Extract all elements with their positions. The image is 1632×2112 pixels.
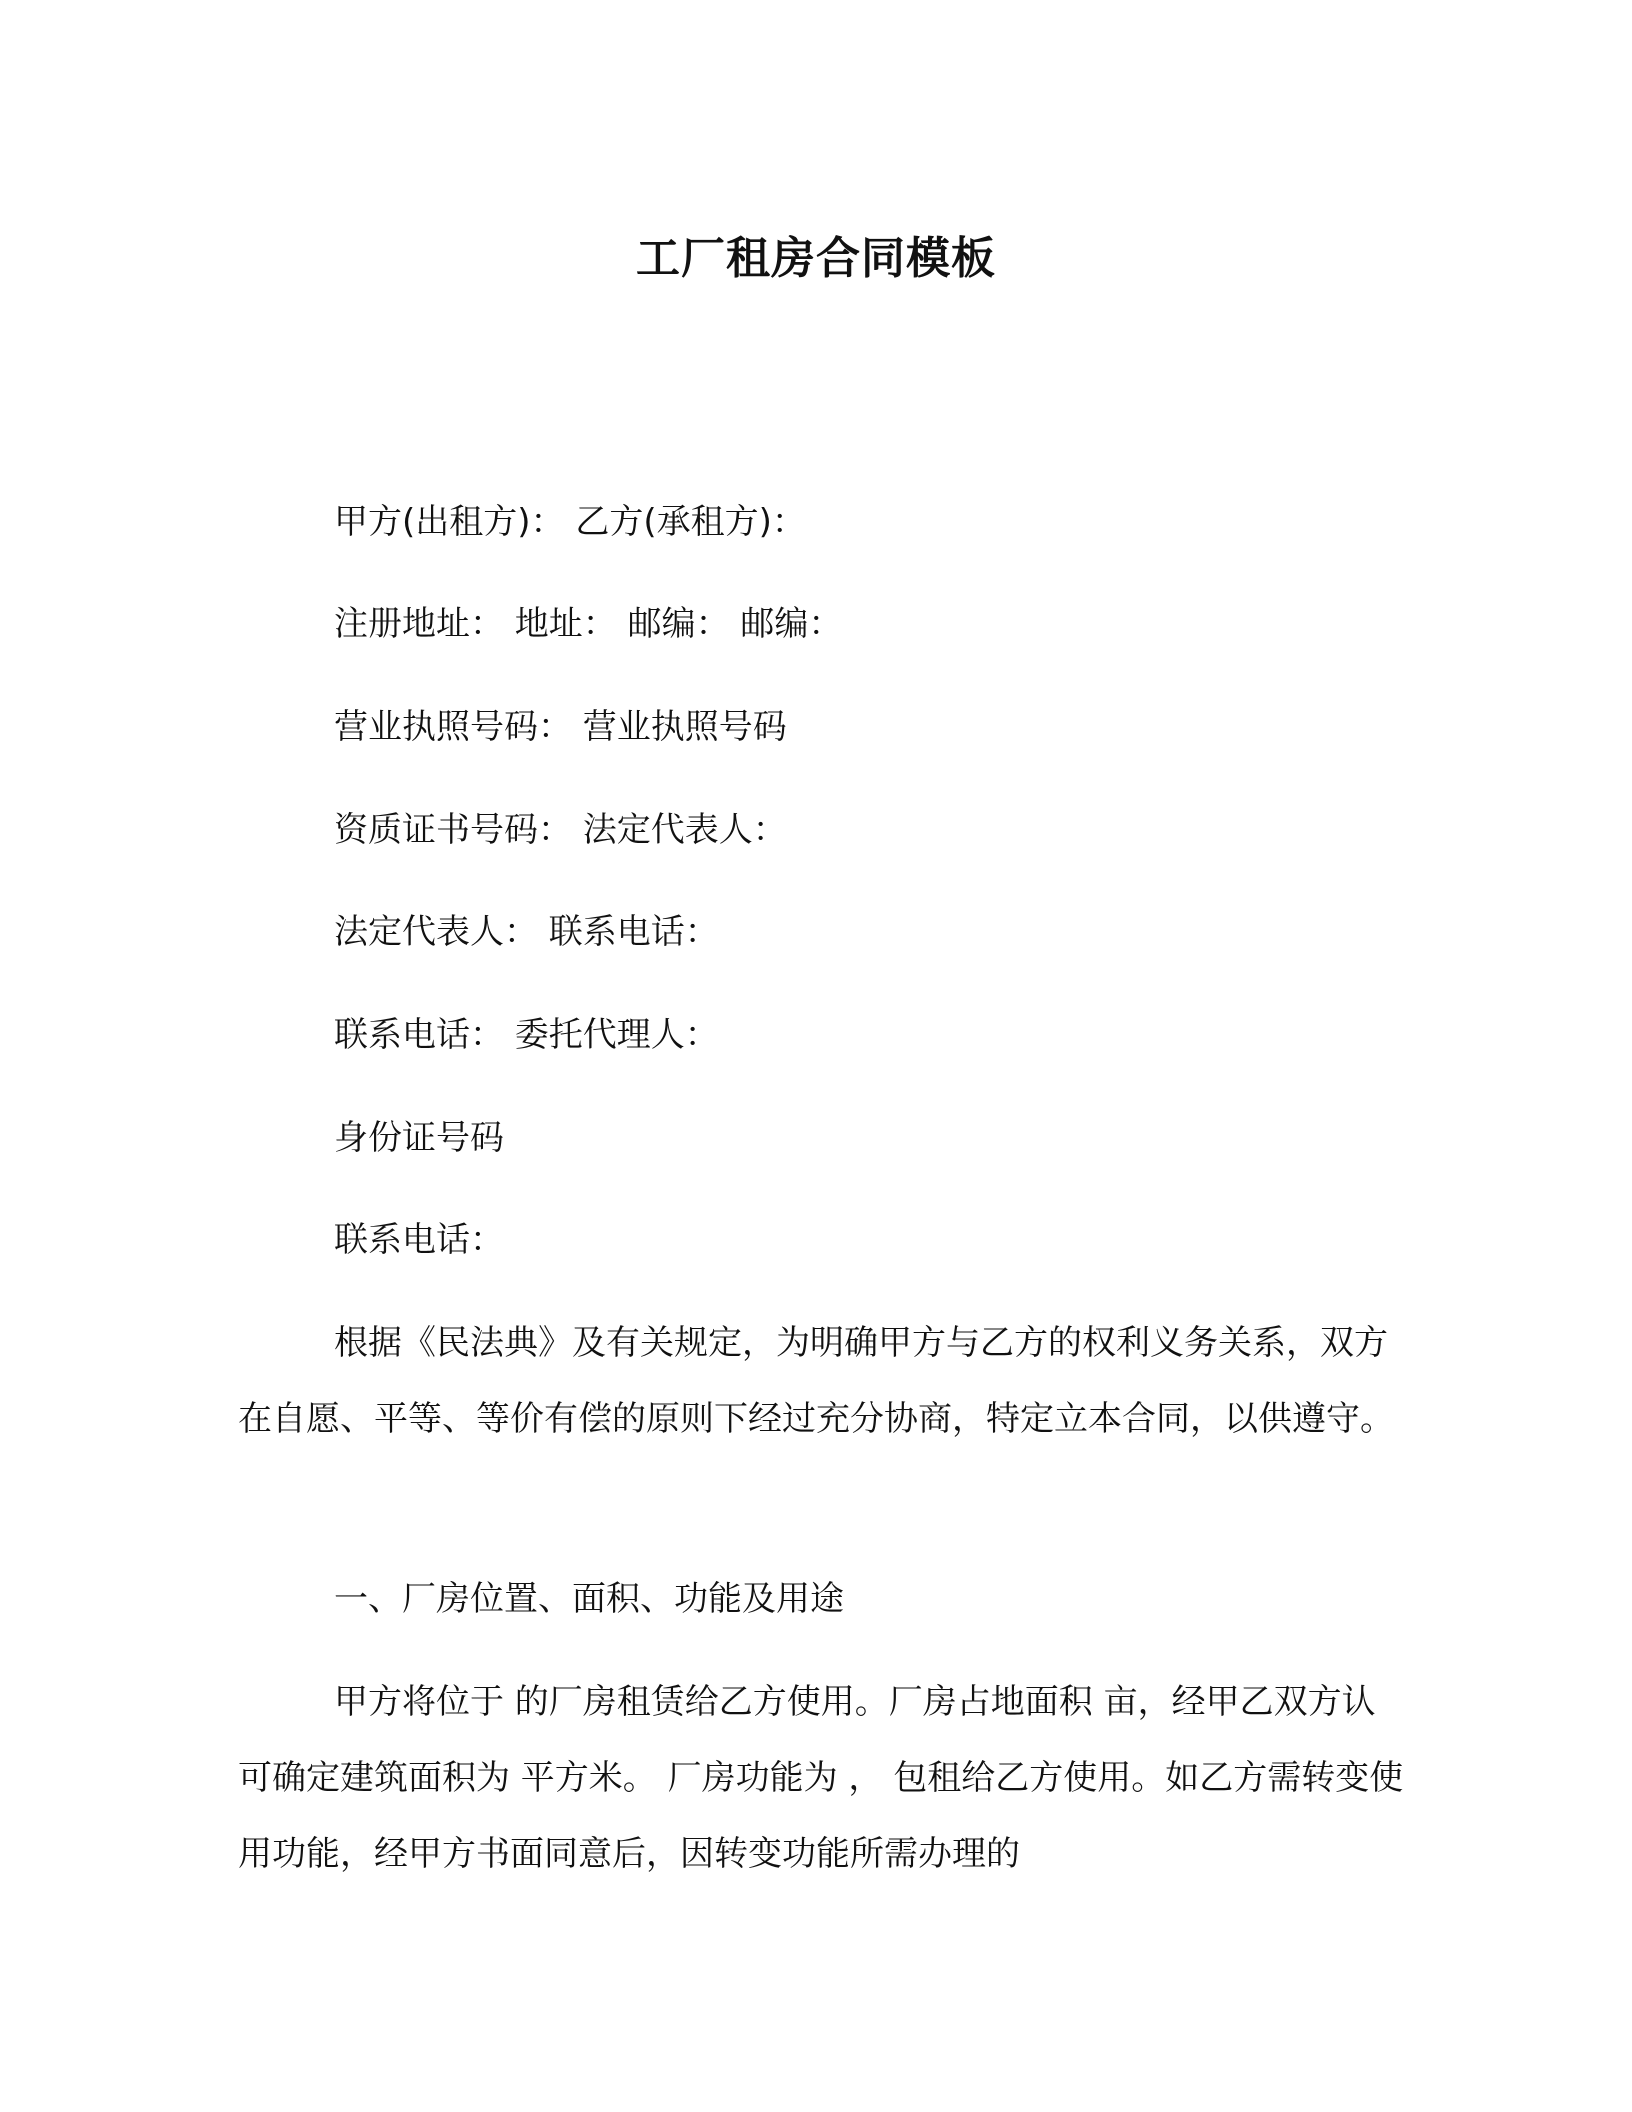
section-1-body: 甲方将位于 的厂房租赁给乙方使用。厂房占地面积 亩，经甲乙双方认可确定建筑面积为 平方米。 厂房功能为 ， 包租给乙方使用。如乙方需转变使用功能，经甲方书面同意后，因转变功能所需办理的 bbox=[238, 1682, 1404, 1874]
preamble-paragraph: 根据《民法典》及有关规定，为明确甲方与乙方的权利义务关系，双方在自愿、平等、等价有偿的原则下经过充分协商，特定立本合同，以供遵守。 bbox=[238, 1323, 1394, 1439]
document-title: 工厂租房合同模板 bbox=[636, 233, 996, 284]
party-line-representative: 法定代表人： 联系电话： bbox=[334, 912, 719, 952]
party-line-phone: 联系电话： bbox=[334, 1220, 504, 1260]
party-line-id-number: 身份证号码 bbox=[334, 1118, 504, 1158]
party-line-parties: 甲方(出租方)： 乙方(承租方)： bbox=[334, 502, 806, 542]
section-1-heading: 一、厂房位置、面积、功能及用途 bbox=[334, 1579, 844, 1619]
party-line-phone-agent: 联系电话： 委托代理人： bbox=[334, 1015, 719, 1055]
party-line-certificate: 资质证书号码： 法定代表人： bbox=[334, 810, 787, 850]
party-line-license: 营业执照号码： 营业执照号码 bbox=[334, 707, 787, 747]
party-line-address: 注册地址： 地址： 邮编： 邮编： bbox=[334, 604, 843, 644]
